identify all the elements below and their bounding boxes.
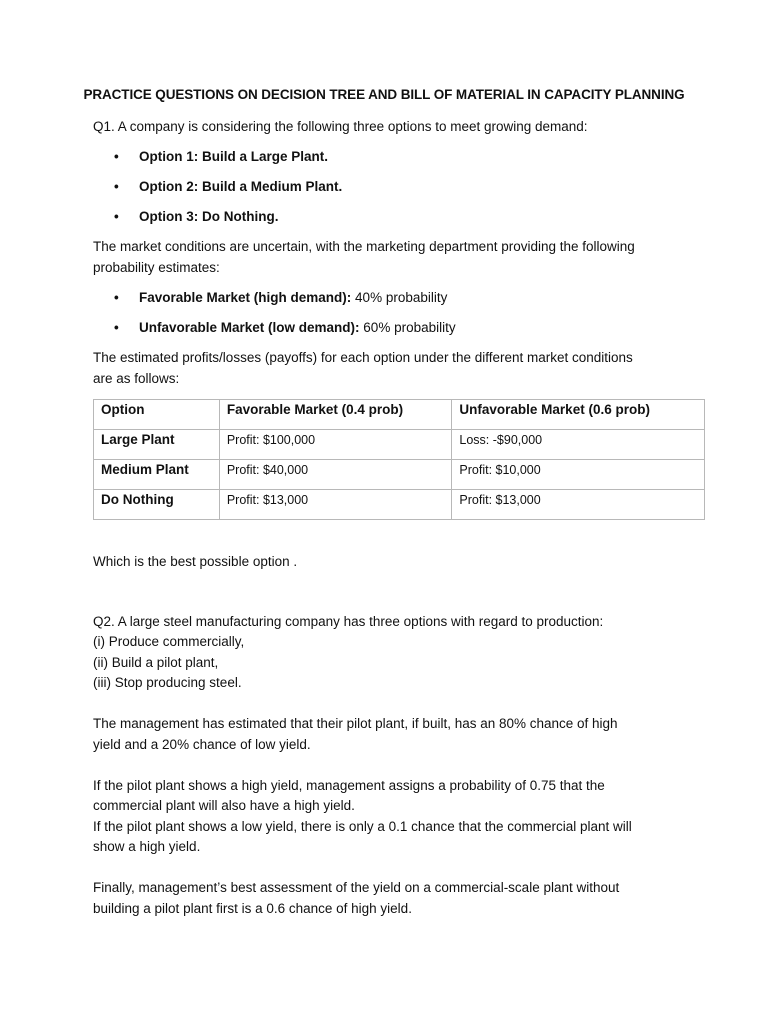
q2-para2-line-3: If the pilot plant shows a low yield, there is only a 0.1 chance that the commercial plant will [93,819,632,834]
table-header-cell: Favorable Market (0.4 prob) [219,400,452,430]
q1-option-2-text: Option 2: Build a Medium Plant. [139,179,343,194]
table-header-row [94,400,705,430]
table-cell-option: Large Plant [94,430,220,460]
table-header-cell: Unfavorable Market (0.6 prob) [452,400,705,430]
q1-option-3 [114,207,278,227]
q1-market-favorable-label: Favorable Market (high demand): [139,290,352,305]
page-title: PRACTICE QUESTIONS ON DECISION TREE AND BILL OF MATERIAL IN CAPACITY PLANNING [83,87,685,102]
table-cell-favorable: Profit: $40,000 [219,460,452,490]
q2-option-2: (ii) Build a pilot plant, [93,655,219,670]
q1-option-3-text: Option 3: Do Nothing. [139,209,279,224]
table-cell-option: Do Nothing [94,490,220,520]
q1-option-2 [114,177,342,197]
table-cell-unfavorable: Loss: -$90,000 [452,430,705,460]
q1-question: Which is the best possible option . [93,554,298,569]
q1-payoff-text-line-2: are as follows: [93,371,180,386]
q1-payoff-text-line-1: The estimated profits/losses (payoffs) for each option under the different market conditions [93,350,633,365]
bullet-icon: • [114,320,119,335]
bullet-icon: • [114,149,119,164]
payoff-table [93,399,705,520]
table-row [94,430,705,460]
q2-para2-line-4: show a high yield. [93,839,201,854]
q1-intro: Q1. A company is considering the following three options to meet growing demand: [93,119,588,134]
q1-option-1 [114,147,328,167]
q1-market-unfavorable-value: 60% probability [359,320,456,335]
q2-para1-line-2: yield and a 20% chance of low yield. [93,737,311,752]
q2-para1-line-1: The management has estimated that their pilot plant, if built, has an 80% chance of high [93,716,618,731]
q2-intro: Q2. A large steel manufacturing company has three options with regard to production: [93,614,604,629]
q2-para2-line-1: If the pilot plant shows a high yield, management assigns a probability of 0.75 that the [93,778,605,793]
table-cell-unfavorable: Profit: $10,000 [452,460,705,490]
q1-market-text-line-2: probability estimates: [93,260,220,275]
q2-para2-line-2: commercial plant will also have a high yield. [93,798,355,813]
table-cell-favorable: Profit: $13,000 [219,490,452,520]
table-cell-option: Medium Plant [94,460,220,490]
q2-para3-line-1: Finally, management’s best assessment of the yield on a commercial-scale plant without [93,880,620,895]
bullet-icon: • [114,209,119,224]
table-row [94,460,705,490]
q2-option-3: (iii) Stop producing steel. [93,675,242,690]
table-cell-favorable: Profit: $100,000 [219,430,452,460]
q2-para3-line-2: building a pilot plant first is a 0.6 chance of high yield. [93,901,412,916]
q1-market-unfavorable-label: Unfavorable Market (low demand): [139,320,360,335]
table-row [94,490,705,520]
table-header-cell: Option [94,400,220,430]
q1-market-text-line-1: The market conditions are uncertain, with the marketing department providing the following [93,239,635,254]
bullet-icon: • [114,290,119,305]
q1-option-1-text: Option 1: Build a Large Plant. [139,149,329,164]
table-cell-unfavorable: Profit: $13,000 [452,490,705,520]
bullet-icon: • [114,179,119,194]
q1-market-favorable-value: 40% probability [351,290,448,305]
q1-market-unfavorable [114,318,456,338]
q1-market-favorable [114,288,447,308]
q2-option-1: (i) Produce commercially, [93,634,245,649]
